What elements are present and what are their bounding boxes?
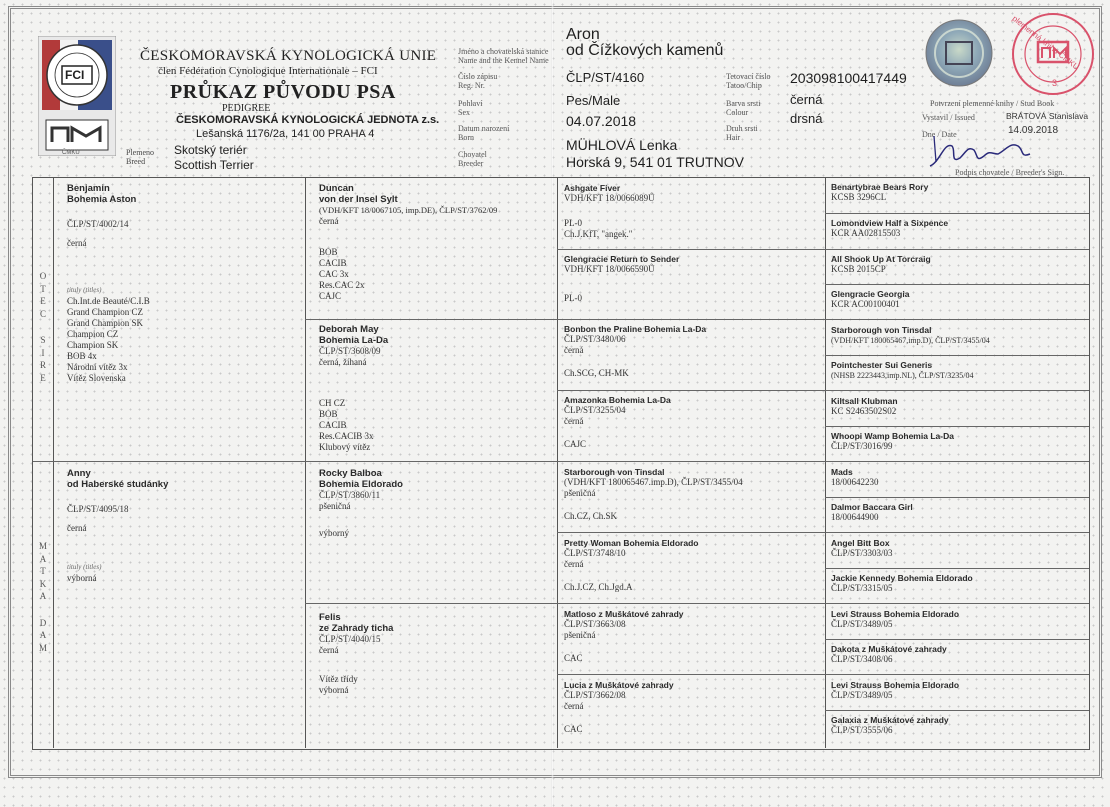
ggp-reg: VDH/KFT 18/0066089Ů: [564, 193, 655, 203]
breeder-address: Horská 9, 541 01 TRUTNOV: [566, 154, 744, 170]
gggp-cell: [831, 573, 1087, 594]
dog-reg: ČLP/ST/4160: [566, 70, 645, 85]
label-chip-cz: Tetovací číslo: [726, 72, 771, 81]
dog-hair: drsná: [790, 111, 823, 126]
gp-colour: černá, žíhaná: [319, 357, 367, 367]
dog-born: 04.07.2018: [566, 113, 637, 129]
gggp-name: All Shook Up At Torcraig: [831, 254, 931, 264]
sire-title: Grand Champion CZ: [67, 307, 143, 317]
gggp-name: Levi Strauss Bohemia Eldorado: [831, 609, 960, 619]
label-hair-en: Hair: [726, 133, 741, 142]
label-hair-cz: Druh srsti: [726, 124, 758, 133]
side-letter: O: [39, 271, 47, 281]
gp-title: Vítěz třídy: [319, 674, 358, 684]
gggp-cell: [831, 289, 1087, 310]
stamp-text: plemenná kniha ČMKU: [1010, 14, 1081, 72]
label-hair: [726, 124, 758, 142]
gggp-reg: ČLP/ST/3303/03: [831, 548, 893, 558]
stamp-number: 3: [1052, 78, 1058, 88]
gggp-cell: [831, 218, 1087, 239]
gggp-name: Pointchester Sui Generis: [831, 360, 933, 370]
gp-title: Res.CACIB 3x: [319, 431, 374, 441]
gggp-reg: ČLP/ST/3489/05: [831, 690, 893, 700]
gggp-cell: [831, 715, 1087, 736]
gggp-reg: ČLP/ST/3315/05: [831, 583, 893, 593]
gp-kennel: Bohemia La-Da: [319, 335, 389, 346]
ggp-extra: PL-0: [564, 218, 582, 228]
gp-reg: ČLP/ST/3608/09: [319, 346, 381, 356]
gp-name: Rocky Balboa: [319, 468, 382, 479]
label-breeder-cz: Chovatel: [458, 150, 487, 159]
gggp-name: Lomondview Half a Sixpence: [831, 218, 949, 228]
gggp-cell: [831, 680, 1087, 701]
gggp-cell: [831, 538, 1087, 559]
sire-colour: černá: [67, 238, 87, 248]
ggp-titles: CAJC: [564, 439, 587, 449]
gp-colour: černá: [319, 216, 339, 226]
grandparent-cell: [319, 468, 553, 539]
gp-colour: pšeničná: [319, 501, 351, 511]
ggp-extra: černá: [564, 416, 584, 426]
ggp-titles: Ch.SCG, CH-MK: [564, 368, 629, 378]
ggp-cell: [564, 467, 822, 522]
org-name: ČESKOMORAVSKÁ KYNOLOGICKÁ UNIE: [140, 48, 437, 64]
breeder-sign-label: Podpis chovatele / Breeder's Sign.: [955, 168, 1065, 177]
pedigree-grid: [32, 177, 1090, 750]
side-letter: R: [39, 360, 46, 370]
label-sex-en: Sex: [458, 108, 470, 117]
label-born-cz: Datum narození: [458, 124, 510, 133]
gggp-name: Galaxia z Muškátové zahrady: [831, 715, 949, 725]
ggp-cell: [564, 254, 822, 304]
dog-chip: 203098100417449: [790, 70, 907, 86]
gp-title: CAJC: [319, 291, 342, 301]
ggp-titles: Ch.J.KfT, "angek.": [564, 229, 633, 239]
side-letter: K: [39, 578, 47, 589]
side-letter: E: [40, 296, 46, 306]
label-born-en: Born: [458, 133, 474, 142]
dam-titles-label: tituly (titles): [67, 563, 102, 571]
gp-reg: ČLP/ST/3860/11: [319, 490, 381, 500]
sire-title: Grand Champion SK: [67, 318, 143, 328]
label-colour: [726, 99, 760, 117]
ggp-reg: ČLP/ST/3663/08: [564, 619, 626, 629]
gp-name: Duncan: [319, 183, 354, 194]
ggp-titles: Ch.CZ, Ch.SK: [564, 511, 618, 521]
sire-title: Champion CZ: [67, 329, 119, 339]
ggp-name: Ashgate Fiver: [564, 183, 621, 193]
ggp-cell: [564, 395, 822, 450]
gp-kennel: Bohemia Eldorado: [319, 479, 403, 490]
sire-titles-label: tituly (titles): [67, 286, 102, 294]
issued-label: Vystavil / Issued: [922, 113, 975, 122]
gp-title: Res.CAC 2x: [319, 280, 365, 290]
sire-title: Vítěz Slovenska: [67, 373, 126, 383]
gp-title: CACIB: [319, 420, 347, 430]
gggp-cell: [831, 360, 1087, 381]
gggp-reg: ČLP/ST/3408/06: [831, 654, 893, 664]
gp-reg: ČLP/ST/4040/15: [319, 634, 381, 644]
cmku-logo-text: ČMKU: [62, 150, 80, 156]
ggp-extra: pšeničná: [564, 630, 596, 640]
gggp-name: Levi Strauss Bohemia Eldorado: [831, 680, 960, 690]
ggp-name: Lucia z Muškátové zahrady: [564, 680, 674, 690]
side-letter: A: [39, 553, 47, 564]
gggp-reg: (VDH/KFT 180065467,imp.D), ČLP/ST/3455/04: [831, 336, 990, 345]
issuer-name: ČESKOMORAVSKÁ KYNOLOGICKÁ JEDNOTA z.s.: [176, 114, 440, 126]
gggp-reg: KCSB 2015CP: [831, 264, 886, 274]
gggp-reg: KCR AC00100401: [831, 299, 900, 309]
label-breeder: [458, 150, 487, 168]
sire-name: Benjamin: [67, 183, 110, 194]
side-letter: T: [40, 566, 46, 576]
sire-title: Ch.Int.de Beauté/C.I.B: [67, 296, 150, 306]
date-label: Dne / Date: [922, 130, 957, 139]
label-name-cz: Jméno a chovatelská stanice: [458, 47, 549, 56]
label-sex: [458, 99, 482, 117]
document-title: PRŮKAZ PŮVODU PSA: [170, 81, 396, 103]
gggp-reg: ČLP/ST/3016/99: [831, 441, 893, 451]
dam-reg: ČLP/ST/4095/18: [67, 504, 129, 514]
gggp-name: Benartybrae Bears Rory: [831, 182, 929, 192]
gp-title: BOB: [319, 247, 338, 257]
gp-title: CACIB: [319, 258, 347, 268]
gggp-reg: ČLP/ST/3489/05: [831, 619, 893, 629]
ggp-reg: ČLP/ST/3662/08: [564, 690, 626, 700]
breed-cz: Skotský teriér: [174, 143, 247, 157]
gggp-reg: KCSB 3296CL: [831, 192, 887, 202]
gp-reg: (VDH/KFT 18/0067105, imp.DE), ČLP/ST/3762/09: [319, 205, 498, 215]
gggp-reg: (NHSB 2223443,imp.NL), ČLP/ST/3235/04: [831, 371, 974, 380]
side-letter: I: [41, 347, 45, 358]
fci-logo-text: FCI: [65, 68, 85, 82]
gp-colour: černá: [319, 645, 339, 655]
ggp-name: Pretty Woman Bohemia Eldorado: [564, 538, 699, 548]
gp-title: výborná: [319, 685, 349, 695]
gp-name: Deborah May: [319, 324, 379, 335]
ggp-extra: černá: [564, 559, 584, 569]
grandparent-cell: [319, 183, 553, 302]
gggp-cell: [831, 467, 1087, 488]
breeder-signature: [926, 132, 1036, 172]
dam-colour: černá: [67, 523, 87, 533]
label-chip-en: Tatoo/Chip: [726, 81, 762, 90]
issued-by: BRÁTOVÁ Stanislava: [1006, 111, 1089, 121]
gp-title: BOB: [319, 409, 338, 419]
side-letter: C: [39, 308, 46, 319]
gggp-cell: [831, 644, 1087, 665]
gggp-cell: [831, 254, 1087, 275]
side-letter: E: [40, 372, 46, 383]
ggp-extra: černá: [564, 701, 584, 711]
ggp-cell: [564, 609, 822, 664]
ggp-extra: PL-0: [564, 293, 582, 303]
gggp-name: Jackie Kennedy Bohemia Eldorado: [831, 573, 973, 583]
gp-kennel: von der Insel Sylt: [319, 194, 398, 205]
gp-kennel: ze Zahrady ticha: [319, 623, 394, 634]
label-name-en: Name and the Kennel Name: [458, 56, 549, 65]
sire-reg: ČLP/ST/4002/14: [67, 219, 129, 229]
gp-title: CAC 3x: [319, 269, 349, 279]
gggp-cell: [831, 502, 1087, 523]
gggp-reg: ČLP/ST/3555/06: [831, 725, 893, 735]
gp-title: výborný: [319, 528, 349, 538]
gggp-name: Kiltsall Klubman: [831, 396, 898, 406]
document-subtitle: PEDIGREE: [222, 103, 271, 114]
breed-label: [126, 148, 154, 166]
breed-label-en: Breed: [126, 157, 146, 166]
gp-title: Klubový vítěz: [319, 442, 371, 452]
label-reg-en: Reg. Nr.: [458, 81, 485, 90]
ggp-reg: ČLP/ST/3748/10: [564, 548, 626, 558]
gp-title: CH CZ: [319, 398, 346, 408]
ggp-name: Amazonka Bohemia La-Da: [564, 395, 671, 405]
gggp-reg: 18/00644900: [831, 512, 879, 522]
ggp-extra: černá: [564, 345, 584, 355]
gggp-name: Dalmor Baccara Girl: [831, 502, 913, 512]
gggp-cell: [831, 396, 1087, 417]
dam-side-label: [37, 540, 49, 654]
dog-colour: černá: [790, 92, 823, 107]
ggp-name: Starborough von Tinsdal: [564, 467, 665, 477]
label-reg-cz: Číslo zápisu: [458, 72, 498, 81]
label-name: [458, 47, 549, 65]
ggp-titles: Ch.J.CZ, Ch.Jgd.A: [564, 582, 633, 592]
label-born: [458, 124, 509, 142]
dam-cell: [67, 468, 299, 584]
side-letter: T: [40, 283, 46, 294]
fci-cmku-logo: [38, 36, 116, 156]
side-letter: A: [39, 591, 47, 601]
gggp-name: Starborough von Tinsdal: [831, 325, 932, 335]
gggp-cell: [831, 182, 1087, 203]
label-colour-en: Colour: [726, 108, 749, 117]
dog-name-line1: Aron: [566, 26, 600, 43]
gggp-name: Whoopi Wamp Bohemia La-Da: [831, 431, 954, 441]
fci-member: člen Fédération Cynologique Internationale – FCI: [158, 65, 378, 77]
sire-title: Národní vítěz 3x: [67, 362, 128, 372]
label-chip: [726, 72, 771, 90]
breeder-name: MÜHLOVÁ Lenka: [566, 137, 678, 153]
ggp-reg: ČLP/ST/3480/06: [564, 334, 626, 344]
ggp-name: Bonbon the Praline Bohemia La-Da: [564, 324, 707, 334]
ggp-reg: ČLP/ST/3255/04: [564, 405, 626, 415]
ggp-titles: CAC: [564, 724, 583, 734]
label-sex-cz: Pohlaví: [458, 99, 483, 108]
gggp-reg: 18/00642230: [831, 477, 879, 487]
hologram-seal: [924, 18, 994, 88]
side-letter: M: [38, 541, 47, 551]
gggp-name: Dakota z Muškátové zahrady: [831, 644, 947, 654]
gggp-cell: [831, 325, 1087, 346]
side-letter: D: [39, 617, 47, 628]
gggp-reg: KCR AA02815503: [831, 228, 901, 238]
dam-name: Anny: [67, 468, 91, 479]
breed-label-cz: Plemeno: [126, 148, 154, 157]
ggp-cell: [564, 183, 822, 240]
grandparent-cell: [319, 324, 553, 453]
side-letter: S: [40, 335, 46, 345]
ggp-cell: [564, 538, 822, 593]
issue-date: 14.09.2018: [1008, 125, 1059, 136]
label-reg: [458, 72, 497, 90]
breed-en: Scottish Terrier: [174, 158, 254, 172]
gggp-cell: [831, 431, 1087, 452]
ggp-cell: [564, 324, 822, 379]
ggp-reg: (VDH/KFT 180065467.imp.D), ČLP/ST/3455/04: [564, 477, 743, 487]
gggp-name: Mads: [831, 467, 853, 477]
side-letter: A: [39, 630, 47, 640]
gggp-reg: KC S2463502S02: [831, 406, 897, 416]
ggp-extra: pšeničná: [564, 488, 596, 498]
sire-title: Champion SK: [67, 340, 119, 350]
ggp-name: Glengracie Return to Sender: [564, 254, 680, 264]
ggp-titles: CAC: [564, 653, 583, 663]
label-colour-cz: Barva srsti: [726, 99, 761, 108]
gggp-name: Glengracie Georgia: [831, 289, 910, 299]
sire-title: BOB 4x: [67, 351, 97, 361]
studbook-label: Potvrzení plemenné knihy / Stud Book: [930, 99, 1055, 108]
label-breeder-en: Breeder: [458, 159, 484, 168]
gggp-name: Angel Bitt Box: [831, 538, 890, 548]
sire-cell: [67, 183, 299, 384]
dog-sex: Pes/Male: [566, 93, 621, 108]
gggp-cell: [831, 609, 1087, 630]
side-letter: M: [38, 642, 47, 653]
ggp-cell: [564, 680, 822, 735]
grandparent-cell: [319, 612, 553, 696]
sire-kennel: Bohemia Aston: [67, 194, 137, 205]
dam-kennel: od Haberské studánky: [67, 479, 169, 490]
gp-name: Felis: [319, 612, 341, 623]
ggp-reg: VDH/KFT 18/0066590Ů: [564, 264, 655, 274]
issuer-address: Lešanská 1176/2a, 141 00 PRAHA 4: [196, 128, 375, 140]
sire-side-label: [37, 270, 49, 384]
dam-title: výborná: [67, 573, 97, 583]
dog-name-line2: od Čížkových kamenů: [566, 42, 724, 59]
ggp-name: Matloso z Muškátové zahrady: [564, 609, 684, 619]
